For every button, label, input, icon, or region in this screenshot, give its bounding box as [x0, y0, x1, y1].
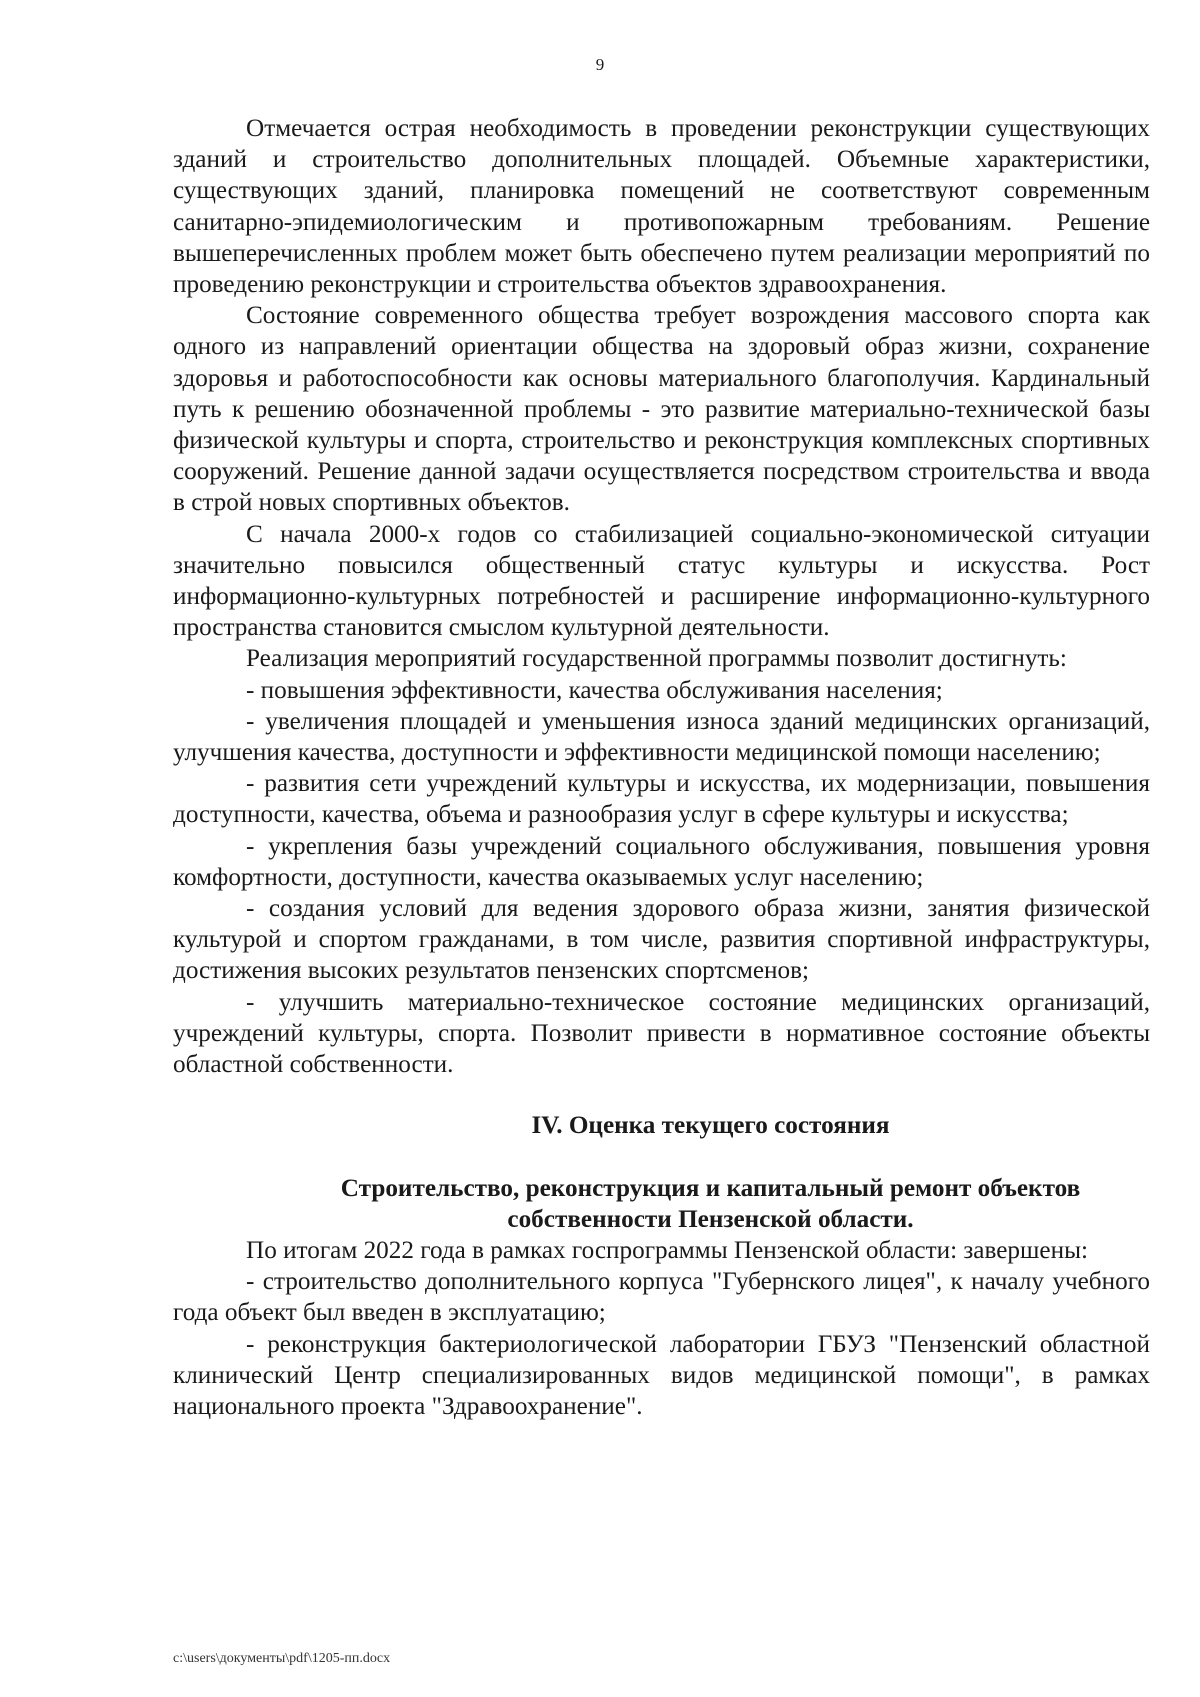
footer-file-path: c:\users\документы\pdf\1205-пп.docx — [173, 1651, 391, 1666]
page-number: 9 — [595, 55, 605, 74]
paragraph: Состояние современного общества требует возрождения массового спорта как одного из направлений ориентации общества на здоровый образ жизни, сохранение здоровья и работоспособности как основы материального благополучия. Кардинальный путь к решению обозначенной проблемы - это развитие материально-технической базы физической культуры и спорта, строительство и реконструкция комплексных спортивных сооружений. Решение данной задачи осуществляется посредством строительства и ввода в строй новых спортивных объектов. — [173, 302, 1150, 517]
list-item: - развития сети учреждений культуры и искусства, их модернизации, повышения доступности, качества, объема и разнообразия услуг в сфере культуры и искусства; — [173, 770, 1150, 829]
list-item: - создания условий для ведения здорового образа жизни, занятия физической культурой и спортом гражданами, в том числе, развития спортивной инфраструктуры, достижения высоких результатов пензенских спортсменов; — [173, 895, 1150, 985]
paragraph: Отмечается острая необходимость в проведении реконструкции существующих зданий и строительство дополнительных площадей. Объемные характеристики, существующих зданий, планировка помещений не соответствуют современным санитарно-эпидемиологическим и противопожарным требованиям. Решение вышеперечисленных проблем может быть обеспечено путем реализации мероприятий по проведению реконструкции и строительства объектов здравоохранения. — [173, 115, 1150, 299]
subsection-heading-line1: Строительство, реконструкция и капитальный ремонт объектов — [340, 1174, 1081, 1202]
list-item: - реконструкция бактериологической лаборатории ГБУЗ "Пензенский областной клинический Центр специализированных видов медицинской помощи", в рамках национального проекта "Здравоохранение". — [173, 1330, 1150, 1420]
list-item: - улучшить материально-техническое состояние медицинских организаций, учреждений культуры, спорта. Позволит привести в нормативное состояние объекты областной собственности. — [173, 988, 1150, 1079]
list-item: - повышения эффективности, качества обслуживания населения; — [246, 676, 943, 704]
paragraph: По итогам 2022 года в рамках госпрограммы Пензенской области: завершены: — [246, 1236, 1088, 1264]
document-body — [173, 113, 1150, 1422]
subsection-heading-line2: собственности Пензенской области. — [507, 1205, 914, 1233]
section-heading: IV. Оценка текущего состояния — [531, 1112, 890, 1140]
paragraph: Реализация мероприятий государственной программы позволит достигнуть: — [246, 645, 1067, 673]
list-item: - укрепления базы учреждений социального обслуживания, повышения уровня комфортности, доступности, качества оказываемых услуг населению; — [173, 832, 1150, 891]
paragraph: С начала 2000-х годов со стабилизацией социально-экономической ситуации значительно повысился общественный статус культуры и искусства. Рост информационно-культурных потребностей и расширение информационно-культурного пространства становится смыслом культурной деятельности. — [173, 520, 1150, 642]
list-item: - строительство дополнительного корпуса "Губернского лицея", к началу учебного года объект был введен в эксплуатацию; — [173, 1268, 1150, 1327]
list-item: - увеличения площадей и уменьшения износа зданий медицинских организаций, улучшения качества, доступности и эффективности медицинской помощи населению; — [173, 707, 1150, 767]
